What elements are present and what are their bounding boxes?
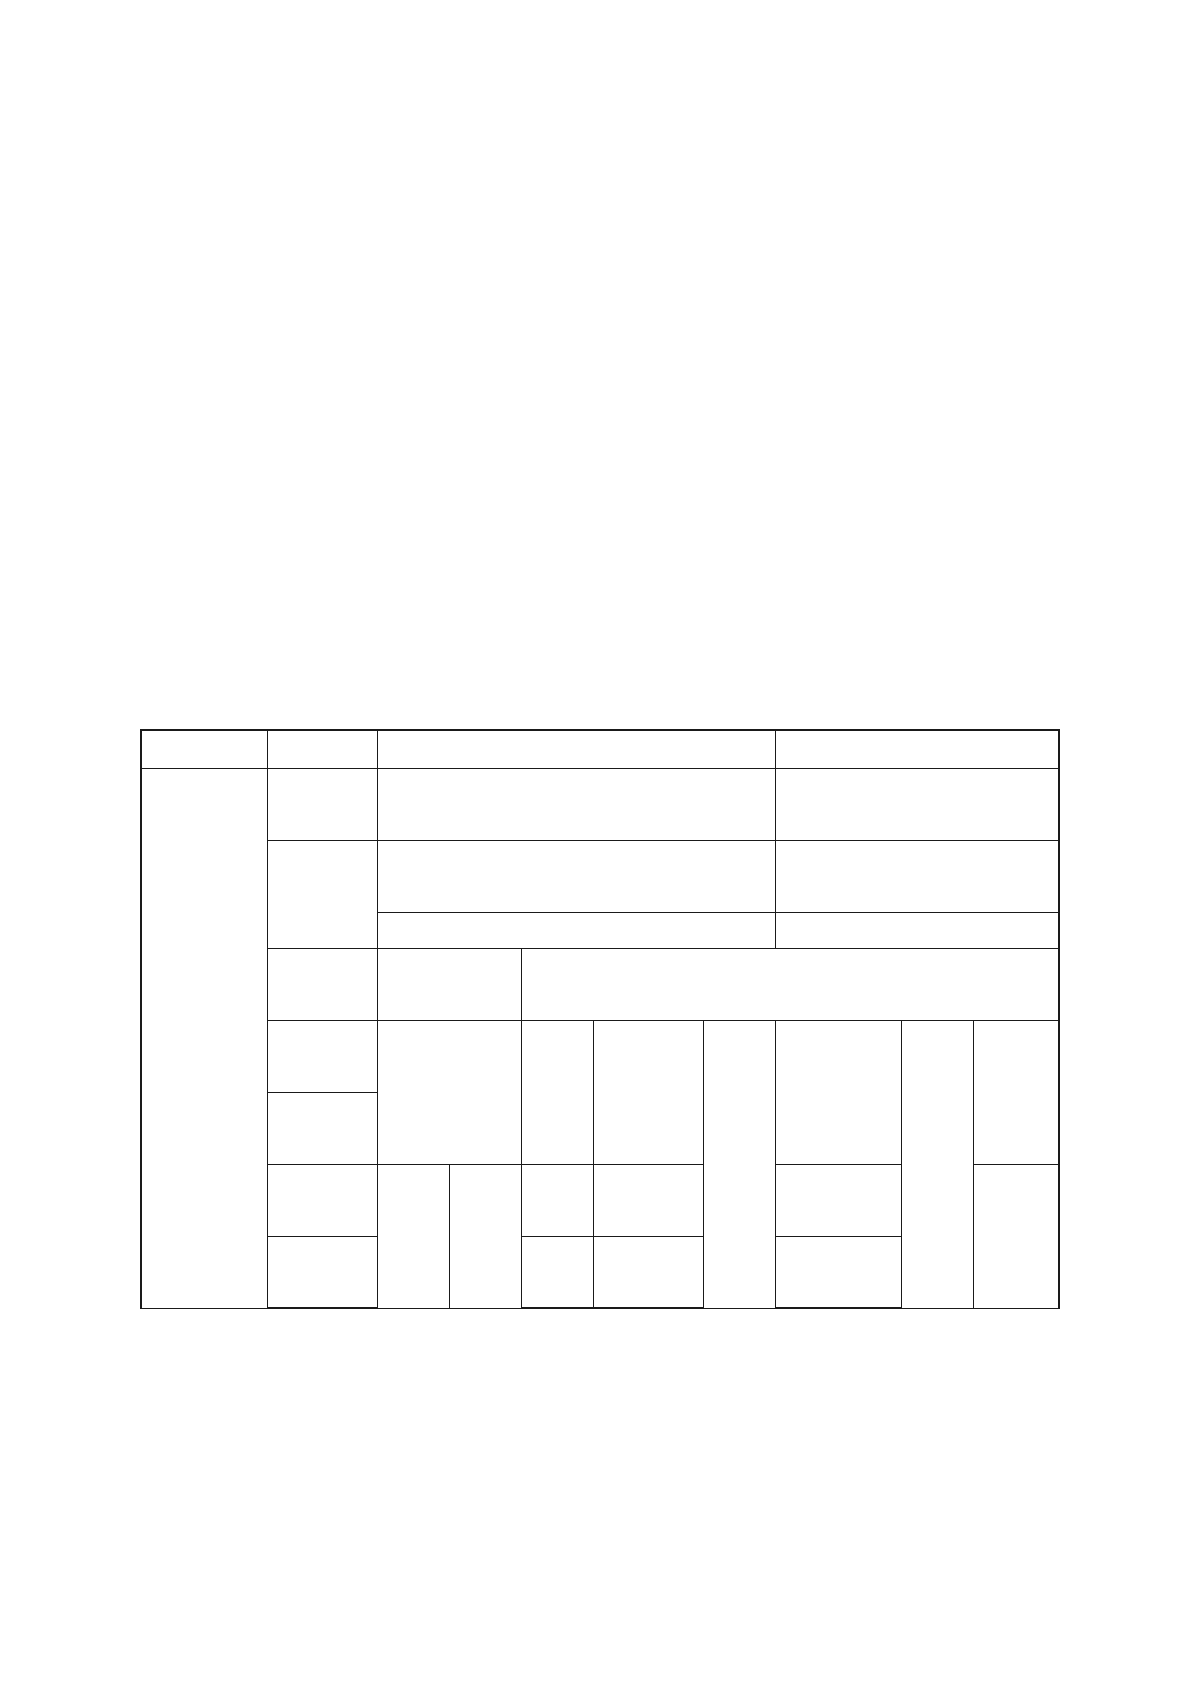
l1-14230-1-cell xyxy=(521,1236,593,1308)
header-applicability xyxy=(141,730,267,768)
l7-obd-cell xyxy=(377,768,775,840)
l6-wwh-cell-2 xyxy=(775,912,1059,948)
header-wwh-obd xyxy=(775,730,1059,768)
l41-27145-4-cell xyxy=(901,1020,973,1308)
layer-1-cell xyxy=(267,1236,377,1308)
l6-obd-cell-2 xyxy=(377,912,775,948)
l2-14230-2-cell xyxy=(521,1164,593,1236)
l1-11898-cell xyxy=(593,1236,703,1308)
l43-14230-4-cell xyxy=(521,1020,593,1164)
osi-diagnostic-table xyxy=(140,729,1060,1309)
layer-4-cell xyxy=(267,1020,377,1092)
l21-iso-9141-2-cell xyxy=(449,1164,521,1308)
l6-obd-cell xyxy=(377,840,775,912)
l2-wwh-11898-1-cell xyxy=(775,1164,901,1236)
l21-sae-j1850-cell xyxy=(377,1164,449,1308)
layer-7-cell xyxy=(267,768,377,840)
l43-wwh-15765-2-cell xyxy=(775,1020,901,1164)
l7-wwh-cell xyxy=(775,768,1059,840)
l41-15765-4-cell xyxy=(703,1020,775,1308)
l6-wwh-cell xyxy=(775,840,1059,912)
layer-5-cell xyxy=(267,948,377,1020)
l21-13400-3-cell xyxy=(973,1164,1059,1308)
layer-3-cell xyxy=(267,1092,377,1164)
layer-6-cell xyxy=(267,840,377,948)
l2-11898-1-cell xyxy=(593,1164,703,1236)
l43-13400-2-cell xyxy=(973,1020,1059,1164)
header-obd xyxy=(377,730,775,768)
l5-iso-cell xyxy=(521,948,1059,1020)
l1-wwh-11898-cell xyxy=(775,1236,901,1308)
l43-obd-cell xyxy=(377,1020,521,1164)
header-osi-layer xyxy=(267,730,377,768)
applicability-cell xyxy=(141,768,267,1308)
l43-15765-2-cell xyxy=(593,1020,703,1164)
layer-2-cell xyxy=(267,1164,377,1236)
l5-not-applicable-cell xyxy=(377,948,521,1020)
